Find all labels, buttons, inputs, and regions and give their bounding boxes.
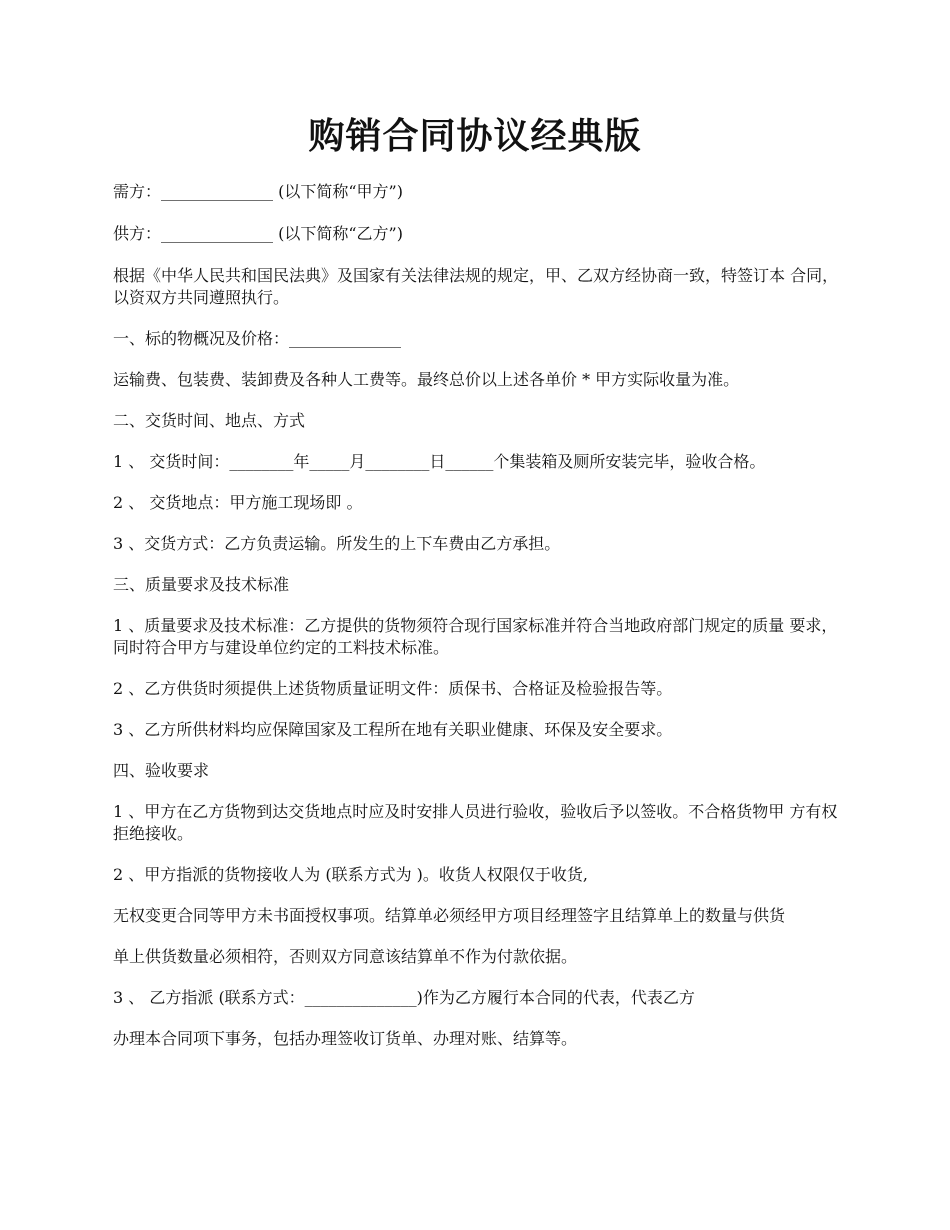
clause-3-1: 1 、质量要求及技术标准：乙方提供的货物须符合现行国家标准并符合当地政府部门规定的质量 要求， 同时符合甲方与建设单位约定的工料技术标准。 xyxy=(113,616,843,657)
clause-3-3: 3 、乙方所供材料均应保障国家及工程所在地有关职业健康、环保及安全要求。 xyxy=(113,720,673,739)
paragraph-fees: 运输费、包装费、装卸费及各种人工费等。最终总价以上述各单价 * 甲方实际收量为准。 xyxy=(113,370,740,389)
clause-2-2: 2 、 交货地点：甲方施工现场即 。 xyxy=(113,493,363,512)
party-buyer: 需方：______________ (以下简称“甲方”) xyxy=(113,182,403,201)
section-heading-4: 四、验收要求 xyxy=(113,761,210,780)
clause-3-2: 2 、乙方供货时须提供上述货物质量证明文件：质保书、合格证及检验报告等。 xyxy=(113,679,673,698)
clause-2-3: 3 、交货方式：乙方负责运输。所发生的上下车费由乙方承担。 xyxy=(113,534,561,553)
party-seller: 供方：______________ (以下简称“乙方”) xyxy=(113,224,403,243)
document-body xyxy=(113,181,841,1050)
section-heading-1: 一、标的物概况及价格：______________ xyxy=(113,329,402,348)
clause-4-2-end: 单上供货数量必须相符，否则双方同意该结算单不作为付款依据。 xyxy=(113,947,578,966)
clause-4-2-continued: 无权变更合同等甲方未书面授权事项。结算单必须经甲方项目经理签字且结算单上的数量与供货 xyxy=(113,906,786,925)
clause-4-3: 3 、 乙方指派 (联系方式：______________)作为乙方履行本合同的代表，代表乙方 xyxy=(113,988,695,1007)
clause-4-3-continued: 办理本合同项下事务，包括办理签收订货单、办理对账、结算等。 xyxy=(113,1029,578,1048)
clause-2-1: 1 、 交货时间：________年_____月________日______个集装箱及厕所安装完毕，验收合格。 xyxy=(113,452,766,471)
section-heading-2: 二、交货时间、地点、方式 xyxy=(113,411,306,430)
section-heading-3: 三、质量要求及技术标准 xyxy=(113,575,290,594)
preamble-paragraph: 根据《中华人民共和国民法典》及国家有关法律法规的规定，甲、乙双方经协商一致，特签订本 合同，以资双方共同遵照执行。 xyxy=(113,266,839,307)
clause-4-1: 1 、甲方在乙方货物到达交货地点时应及时安排人员进行验收，验收后予以签收。不合格货物甲 方有权拒绝接收。 xyxy=(113,802,838,843)
document-title: 购销合同协议经典版 xyxy=(308,115,642,157)
clause-4-2: 2 、甲方指派的货物接收人为 (联系方式为 )。收货人权限仅于收货, xyxy=(113,865,589,884)
